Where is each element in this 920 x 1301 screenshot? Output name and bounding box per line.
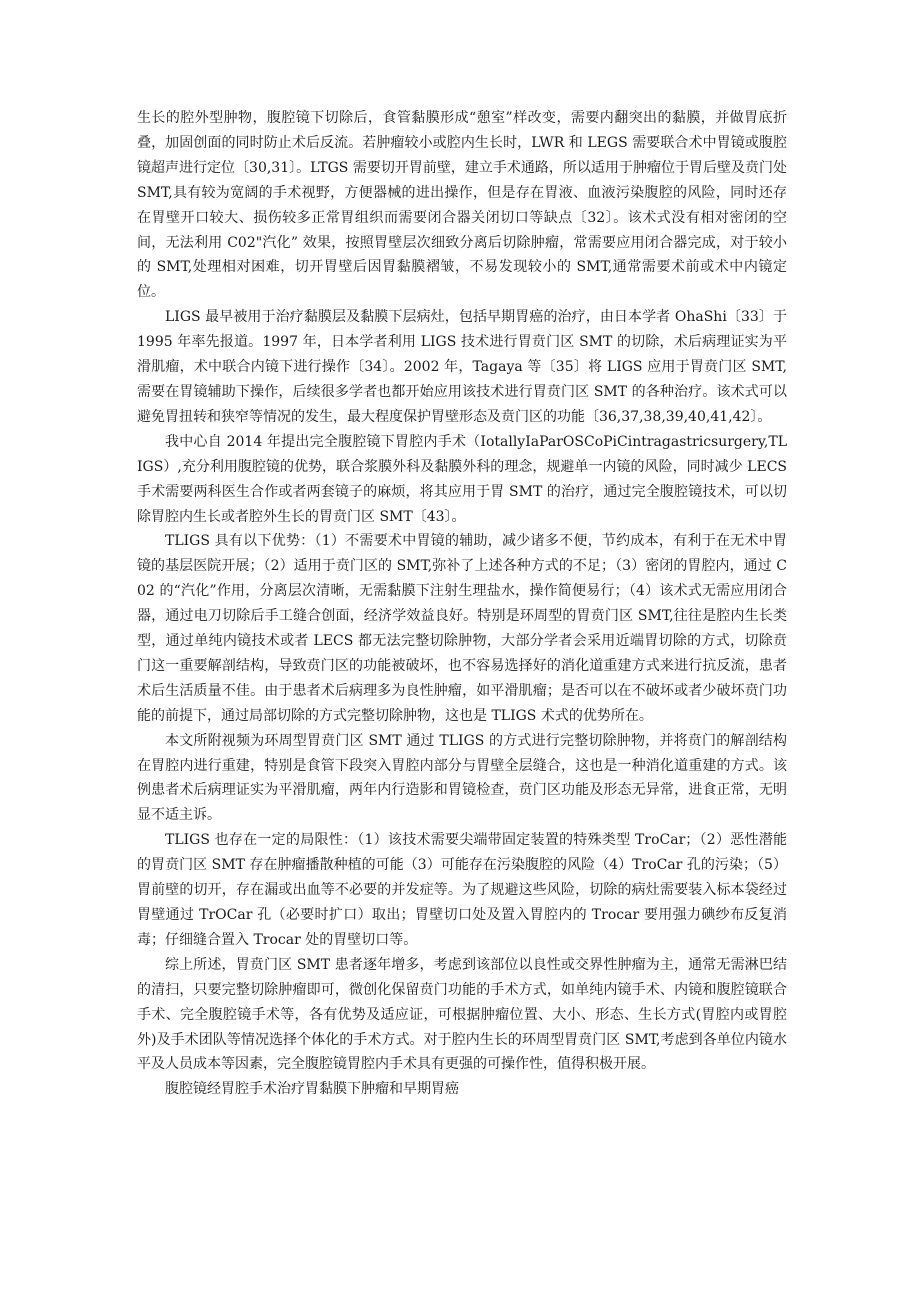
document-page — [137, 106, 787, 1102]
paragraph-7: 综上所述，胃贲门区 SMT 患者逐年增多，考虑到该部位以良性或交界性肿瘤为主，通常无需淋巴结的清扫，只要完整切除肿瘤即可，微创化保留贲门功能的手术方式，如单纯内镜手术、内镜和腹腔镜联合手术、完全腹腔镜手术等，各有优势及适应证，可根据肿瘤位置、大小、形态、生长方式(胃腔内或胃腔外)及手术团队等情况选择个体化的手术方式。对于腔内生长的环周型胃贲门区 SMT,考虑到各单位内镜水平及人员成本等因素，完全腹腔镜胃腔内手术具有更强的可操作性，值得积极开展。 — [137, 956, 787, 1073]
paragraph-2: LIGS 最早被用于治疗黏膜层及黏膜下层病灶，包括早期胃癌的治疗，由日本学者 OhaShi〔33〕于 1995 年率先报道。1997 年，日本学者利用 LIGS 技术进行胃贲门区 SMT 的切除，术后病理证实为平滑肌瘤，术中联合内镜下进行操作〔34〕。2002 年，Tagaya 等〔35〕将 LIGS 应用于胃贲门区 SMT,需要在胃镜辅助下操作，后续很多学者也都开始应用该技术进行胃贲门区 SMT 的各种治疗。该术式可以避免胃扭转和狭窄等情况的发生，最大程度保护胃壁形态及贲门区的功能〔36,37,38,39,40,41,42〕。 — [137, 309, 787, 425]
paragraph-3: 我中心自 2014 年提出完全腹腔镜下胃腔内手术（IotallyIaParOSCoPiCintragastricsurgery,TLIGS）,充分利用腹腔镜的优势，联合浆膜外科及黏膜外科的理念，规避单一内镜的风险，同时减少 LECS 手术需要两科医生合作或者两套镜子的麻烦，将其应用于胃 SMT 的治疗，通过完全腹腔镜技术，可以切除胃腔内生长或者腔外生长的胃贲门区 SMT〔43〕。 — [137, 433, 787, 525]
paragraph-8-heading: 腹腔镜经胃腔手术治疗胃黏膜下肿瘤和早期胃癌 — [165, 1081, 459, 1098]
paragraph-1: 生长的腔外型肿物，腹腔镜下切除后，食管黏膜形成“憩室”样改变，需要内翻突出的黏膜，并做胃底折叠，加固创面的同时防止术后反流。若肿瘤较小或腔内生长时，LWR 和 LEGS 需要联合术中胃镜或腹腔镜超声进行定位〔30,31〕。LTGS 需要切开胃前壁，建立手术通路，所以适用于肿瘤位于胃后壁及贲门处 SMT,具有较为宽阔的手术视野，方便器械的进出操作，但是存在胃液、血液污染腹腔的风险，同时还存在胃壁开口较大、损伤较多正常胃组织而需要闭合器关闭切口等缺点〔32〕。该术式没有相对密闭的空间，无法利用 C02"汽化” 效果，按照胃壁层次细致分离后切除肿瘤，常需要应用闭合器完成，对于较小的 SMT,处理相对困难，切开胃壁后因胃黏膜褶皱，不易发现较小的 SMT,通常需要术前或术中内镜定位。 — [137, 110, 787, 301]
paragraph-4: TLIGS 具有以下优势：（1）不需要术中胃镜的辅助，减少诸多不便，节约成本，有利于在无术中胃镜的基层医院开展；（2）适用于贲门区的 SMT,弥补了上述各种方式的不足；（3）密闭的胃腔内，通过 C02 的“汽化”作用，分离层次清晰，无需黏膜下注射生理盐水，操作简便易行；（4）该术式无需应用闭合器，通过电刀切除后手工缝合创面，经济学效益良好。特别是环周型的胃贲门区 SMT,往往是腔内生长类型，通过单纯内镜技术或者 LECS 都无法完整切除肿物，大部分学者会采用近端胃切除的方式，切除贲门这一重要解剖结构，导致贲门区的功能被破坏，也不容易选择好的消化道重建方式来进行抗反流，患者术后生活质量不佳。由于患者术后病理多为良性肿瘤，如平滑肌瘤；是否可以在不破坏或者少破坏贲门功能的前提下，通过局部切除的方式完整切除肿物，这也是 TLIGS 术式的优势所在。 — [137, 533, 787, 724]
paragraph-5: 本文所附视频为环周型胃贲门区 SMT 通过 TLIGS 的方式进行完整切除肿物，并将贲门的解剖结构在胃腔内进行重建，特别是食管下段突入胃腔内部分与胃壁全层缝合，这也是一种消化道重建的方式。该例患者术后病理证实为平滑肌瘤，两年内行造影和胃镜检查，贲门区功能及形态无异常，进食正常，无明显不适主诉。 — [137, 732, 787, 824]
paragraph-6: TLIGS 也存在一定的局限性：（1）该技术需要尖端带固定装置的特殊类型 TroCar；（2）恶性潜能的胃贲门区 SMT 存在肿瘤播散种植的可能（3）可能存在污染腹腔的风险（4）TroCar 孔的污染；（5）胃前壁的切开，存在漏或出血等不必要的并发症等。为了规避这些风险，切除的病灶需要装入标本袋经过胃壁通过 TrOCar 孔（必要时扩口）取出；胃壁切口处及置入胃腔内的 Trocar 要用强力碘纱布反复消毒；仔细缝合置入 Trocar 处的胃壁切口等。 — [137, 832, 787, 948]
